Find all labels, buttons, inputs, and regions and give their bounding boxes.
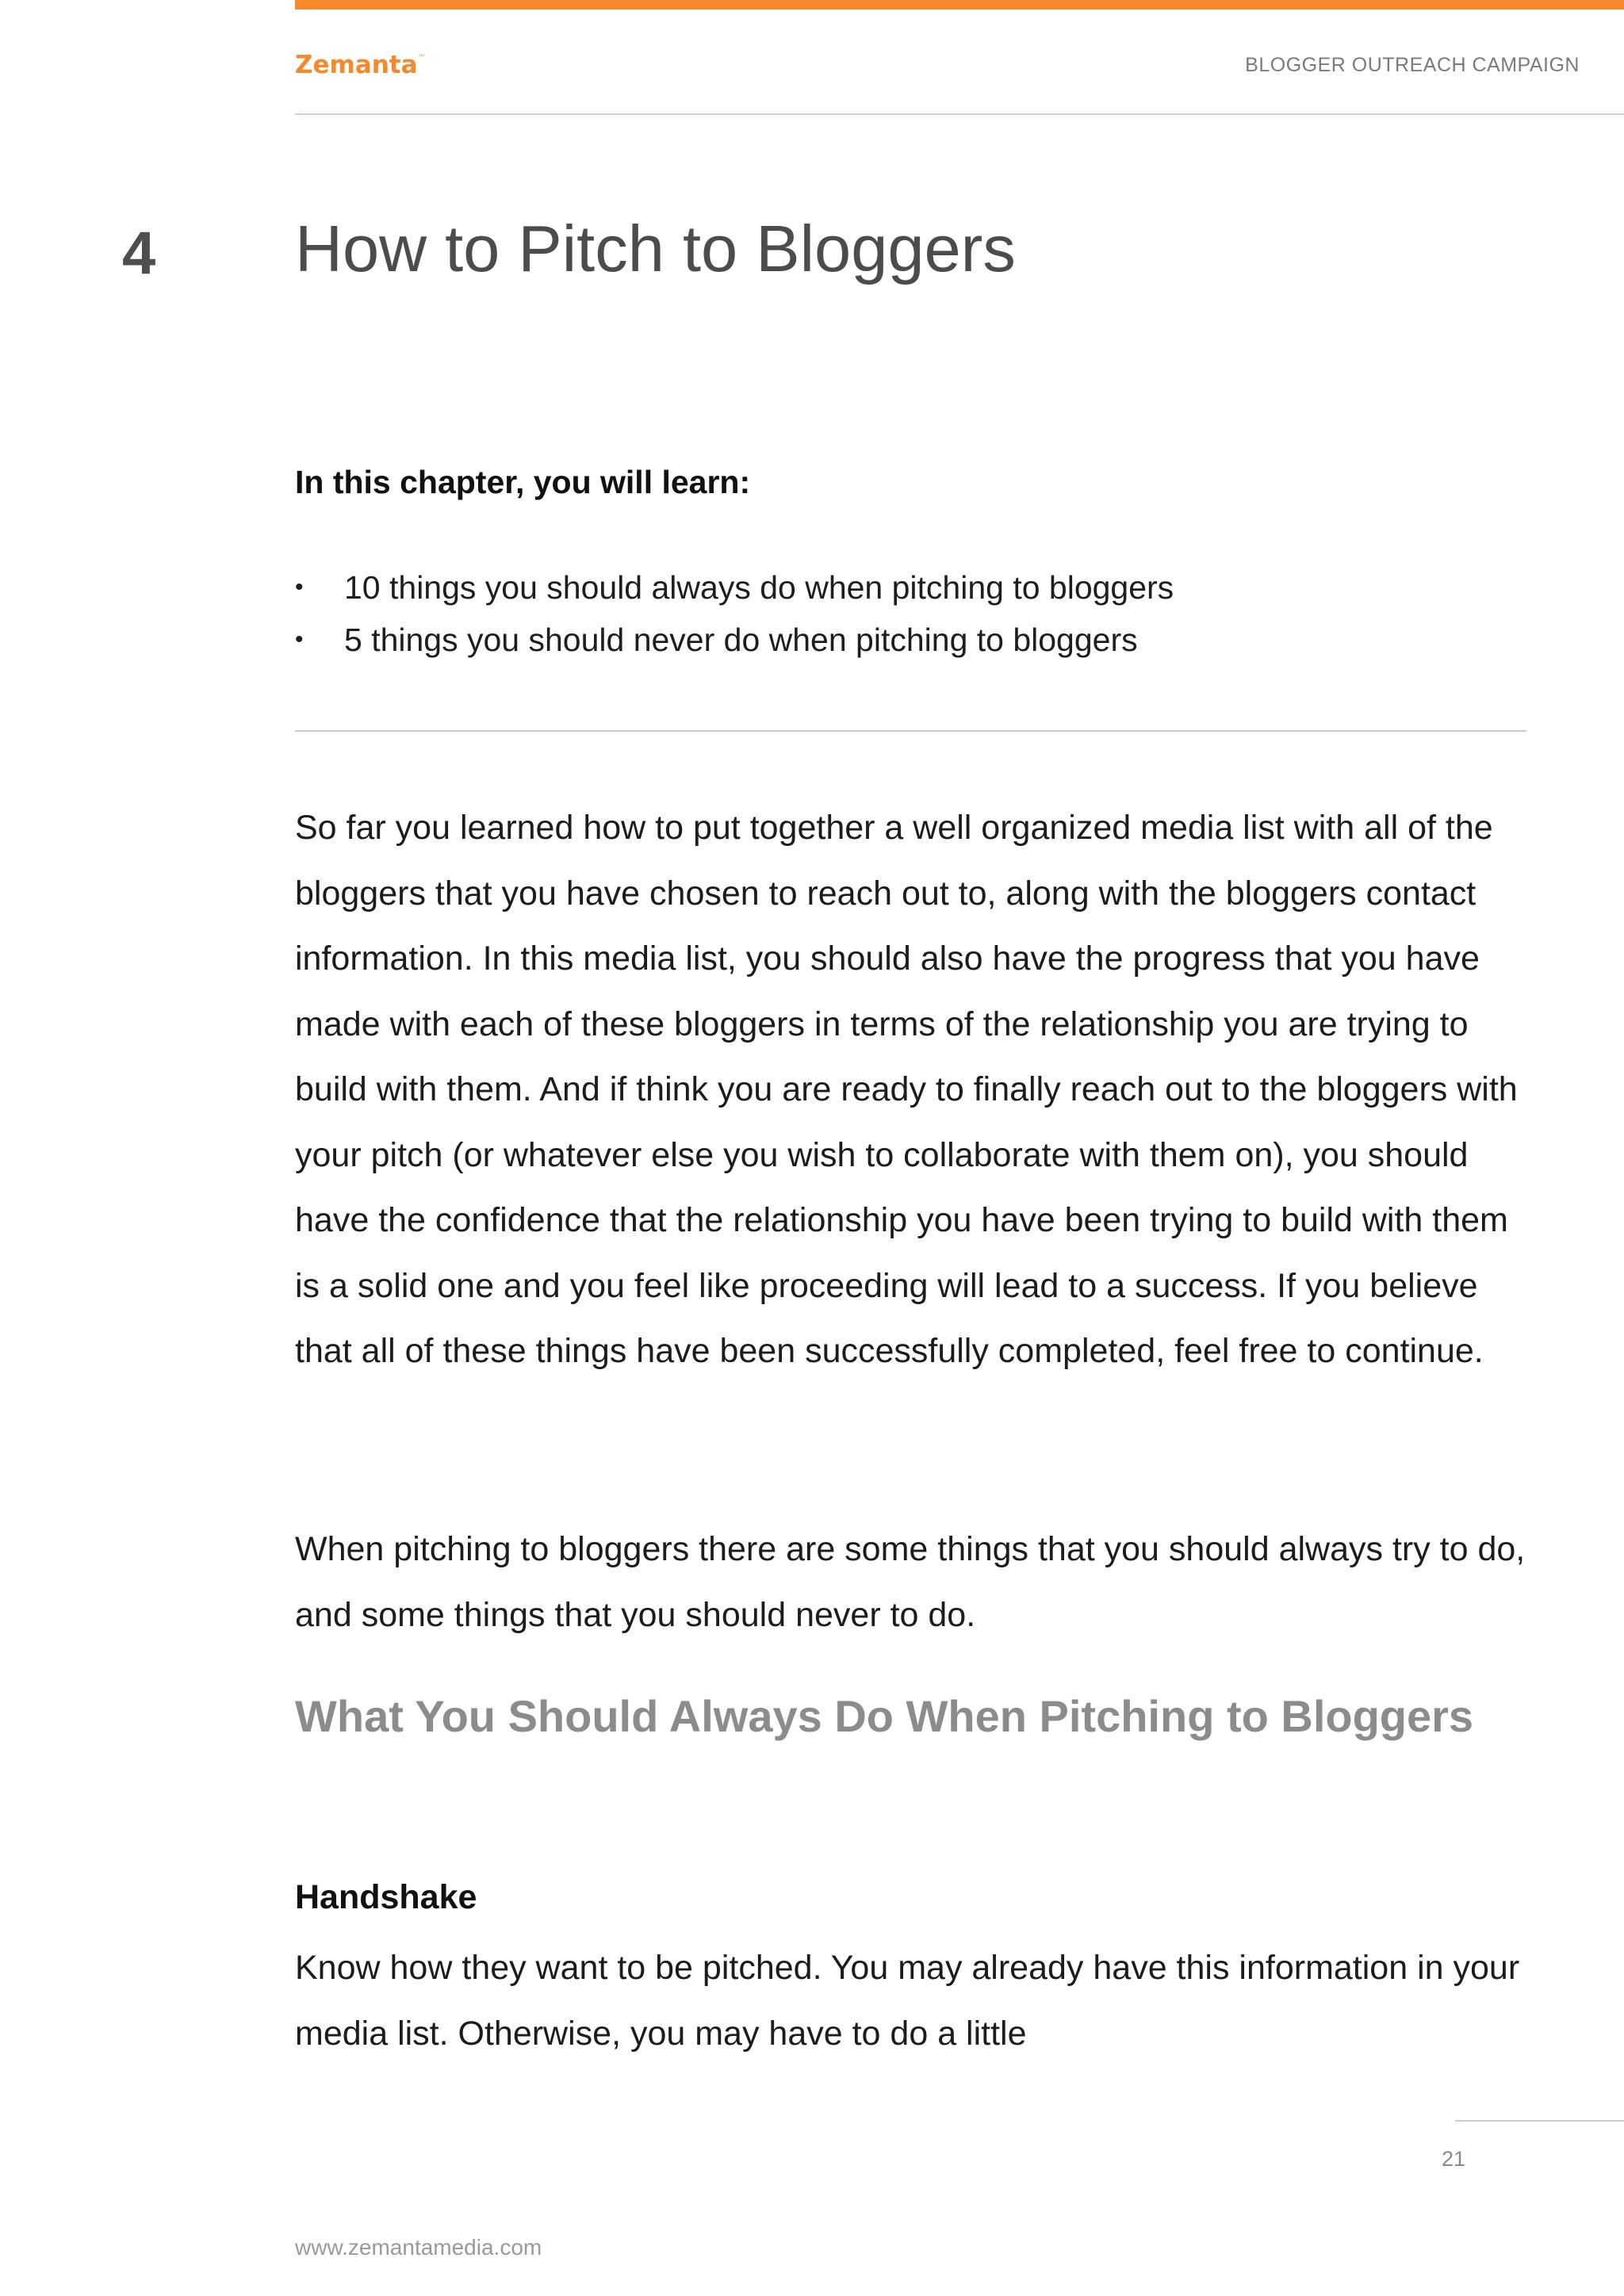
body-paragraph-intro: So far you learned how to put together a well organized media list with all of the bloggers that you have chosen to reach out to, along with the bloggers contact information. In this media list, you should also have the progress that you have made with each of these bloggers in terms of the relationship you are trying to build with them. And if think you are ready to finally reach out to the bloggers with your pitch (or whatever else you wish to collaborate with them on), you should have the confidence that the relationship you have been trying to build with them is a solid one and you feel like proceeding will lead to a success. If you believe that all of these things have been successfully completed, feel free to continue. [295, 809, 1518, 1370]
list-item [295, 564, 1174, 617]
learn-list [295, 564, 1174, 669]
section-divider [295, 730, 1526, 732]
brand-name: Zemanta [295, 51, 418, 79]
zemanta-logo [295, 51, 426, 79]
footer-url: www.zemantamedia.com [295, 2235, 542, 2260]
body-paragraph-pitching: When pitching to bloggers there are some things that you should always try to do, and some things that you should never to do. [295, 1530, 1526, 1634]
trademark-mark: ™ [417, 54, 426, 63]
body-paragraph-handshake: Know how they want to be pitched. You may already have this information in your media list. Otherwise, you may have to do a little [295, 1949, 1520, 2053]
sub-heading-handshake: Handshake [295, 1878, 477, 1916]
bullet-icon: • [295, 574, 304, 600]
list-item [295, 617, 1174, 669]
list-item-text: 10 things you should always do when pitching to bloggers [344, 569, 1174, 606]
list-item-text: 5 things you should never do when pitching to bloggers [344, 622, 1138, 658]
header-divider [295, 113, 1624, 115]
chapter-number: 4 [122, 220, 156, 287]
top-accent-bar [295, 0, 1624, 10]
footer-divider [1455, 2120, 1624, 2122]
section-heading: What You Should Always Do When Pitching to Bloggers [295, 1691, 1474, 1741]
page-number: 21 [1442, 2147, 1466, 2171]
learn-heading: In this chapter, you will learn: [295, 464, 751, 500]
header-campaign-title: BLOGGER OUTREACH CAMPAIGN [1245, 54, 1580, 76]
chapter-title: How to Pitch to Bloggers [295, 212, 1016, 285]
bullet-icon: • [295, 626, 304, 652]
